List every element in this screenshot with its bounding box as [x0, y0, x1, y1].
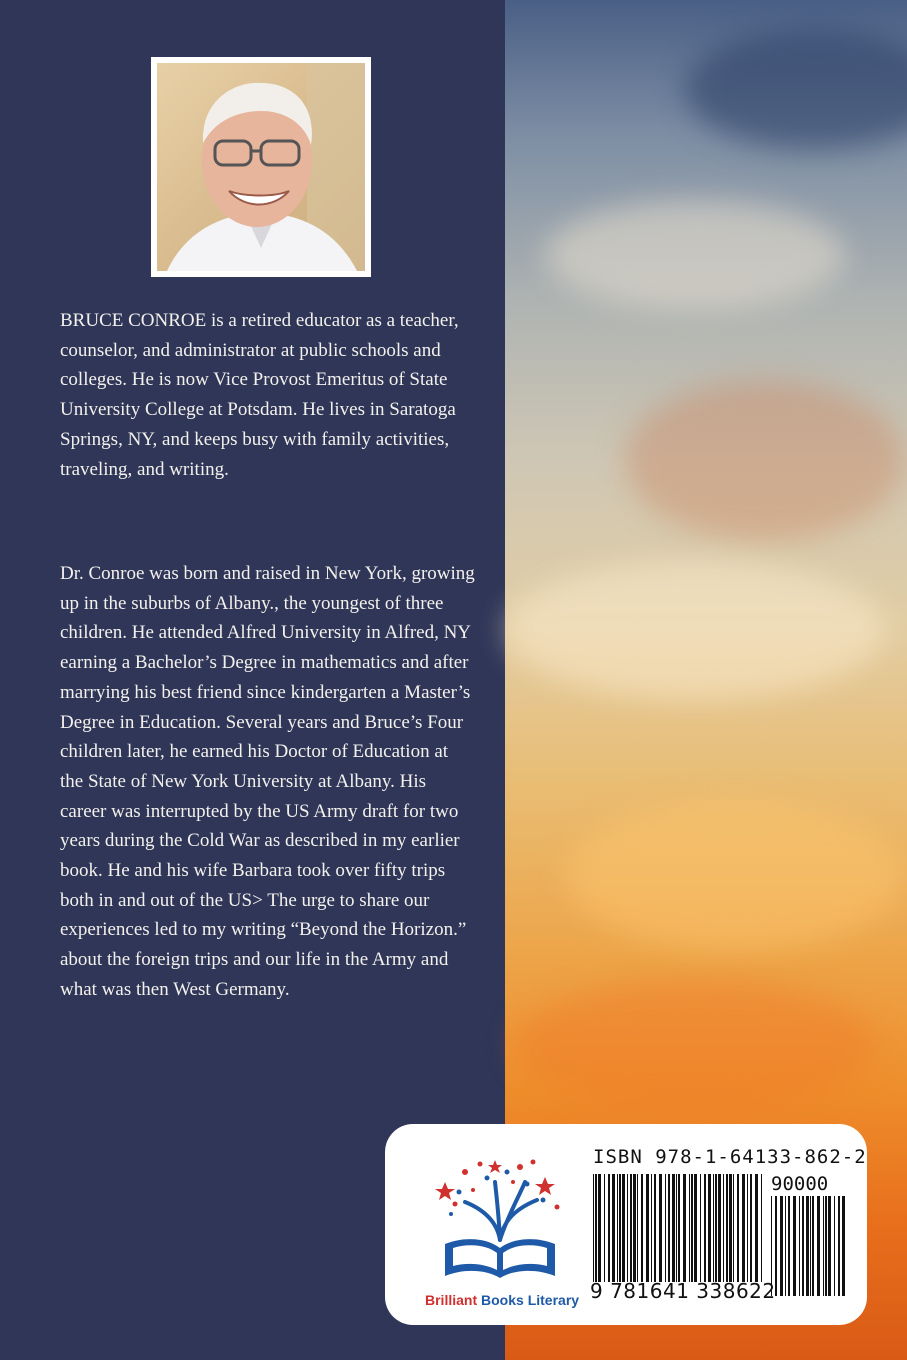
barcode-bar [608, 1174, 610, 1282]
barcode-bar [700, 1174, 701, 1282]
barcode-bar [694, 1174, 697, 1282]
barcode-bar [665, 1174, 666, 1282]
barcode-bar [654, 1174, 656, 1282]
barcode-bar [799, 1196, 800, 1296]
barcode-bar [633, 1174, 636, 1282]
author-bio-paragraph-2: Dr. Conroe was born and raised in New York, growing up in the suburbs of Albany., the youngest of three children. He attended Alfred University in Alfred, NY earning a Bachelor’s Degree in mathematics and after marrying his best friend since kindergarten a Master’s Degree in Education. Several years and Bruce’s Four children later, he earned his Doctor of Education at the State of New York University at Albany. His career was interrupted by the US Army draft for two years during the Cold War as described in my earlier book. He and his wife Barbara took over fifty trips both in and out of the US> The urge to share our experiences led to my writing “Beyond the Horizon.” about the foreign trips and our life in the Army and what was then West Germany. [60, 563, 475, 1000]
barcode-bar [806, 1196, 809, 1296]
barcode-bar [617, 1174, 618, 1282]
barcode-bar [659, 1174, 662, 1282]
author-photo [151, 57, 371, 277]
barcode-bar [641, 1174, 643, 1282]
barcode-bar [834, 1196, 835, 1296]
barcode-bar [742, 1174, 745, 1282]
publisher-name: Brilliant Books Literary [425, 1292, 580, 1308]
price-code: 90000 [771, 1173, 829, 1195]
barcode-bar [683, 1174, 686, 1282]
barcode-bar [838, 1196, 840, 1296]
barcode-bar [713, 1174, 714, 1282]
barcode-bar [604, 1174, 605, 1282]
isbn-label: ISBN 978-1-64133-862-2 [593, 1146, 867, 1168]
barcode-bar [750, 1174, 752, 1282]
book-tree-icon [425, 1152, 575, 1282]
barcode-bar [733, 1174, 734, 1282]
barcode-bar [691, 1174, 693, 1282]
barcode-bar [637, 1174, 638, 1282]
barcode-bar [817, 1196, 820, 1296]
barcode-bar [627, 1174, 628, 1282]
isbn-barcode [593, 1174, 765, 1284]
barcode-bar [619, 1174, 621, 1282]
barcode-bar [737, 1174, 739, 1282]
barcode-bar [598, 1174, 601, 1282]
barcode-bar [828, 1196, 831, 1296]
price-barcode [771, 1196, 845, 1296]
barcode-bar [668, 1174, 670, 1282]
barcode-bar [802, 1196, 804, 1296]
barcode-bar [646, 1174, 649, 1282]
barcode-bar [704, 1174, 706, 1282]
barcode-bar [793, 1196, 796, 1296]
barcode-bar [689, 1174, 690, 1282]
barcode-bar [788, 1196, 790, 1296]
barcode-bar [755, 1174, 758, 1282]
barcode-bar [729, 1174, 732, 1282]
barcode-bar [747, 1174, 748, 1282]
barcode-bar [785, 1196, 786, 1296]
barcode-bar [593, 1174, 594, 1282]
barcode-bar [595, 1174, 597, 1282]
barcode-bar [676, 1174, 677, 1282]
barcode-bar [761, 1174, 762, 1282]
barcode-bar [780, 1196, 783, 1296]
barcode-bar [715, 1174, 717, 1282]
barcode-bar [812, 1196, 814, 1296]
barcode-bar [842, 1196, 845, 1296]
barcode-bar [718, 1174, 721, 1282]
barcode-bar [723, 1174, 724, 1282]
publisher-logo [425, 1152, 580, 1312]
barcode-digits: 9 781641 338622 [590, 1279, 776, 1303]
barcode-bar [630, 1174, 632, 1282]
barcode-bar [810, 1196, 811, 1296]
barcode-bar [678, 1174, 680, 1282]
barcode-bar [622, 1174, 625, 1282]
barcode-bar [825, 1196, 827, 1296]
barcode-bar [823, 1196, 824, 1296]
author-portrait [157, 63, 365, 271]
author-bio-paragraph-1: BRUCE CONROE is a retired educator as a teacher, counselor, and administrator at public schools and colleges. He is now Vice Provost Emeritus of State University College at Potsdam. He lives in Saratoga Springs, NY, and keeps busy with family activities, traveling, and writing. [60, 310, 459, 480]
barcode-bar [672, 1174, 675, 1282]
barcode-panel [385, 1124, 867, 1325]
barcode-bar [612, 1174, 615, 1282]
barcode-bar [708, 1174, 711, 1282]
barcode-bar [726, 1174, 728, 1282]
barcode-bar [651, 1174, 652, 1282]
